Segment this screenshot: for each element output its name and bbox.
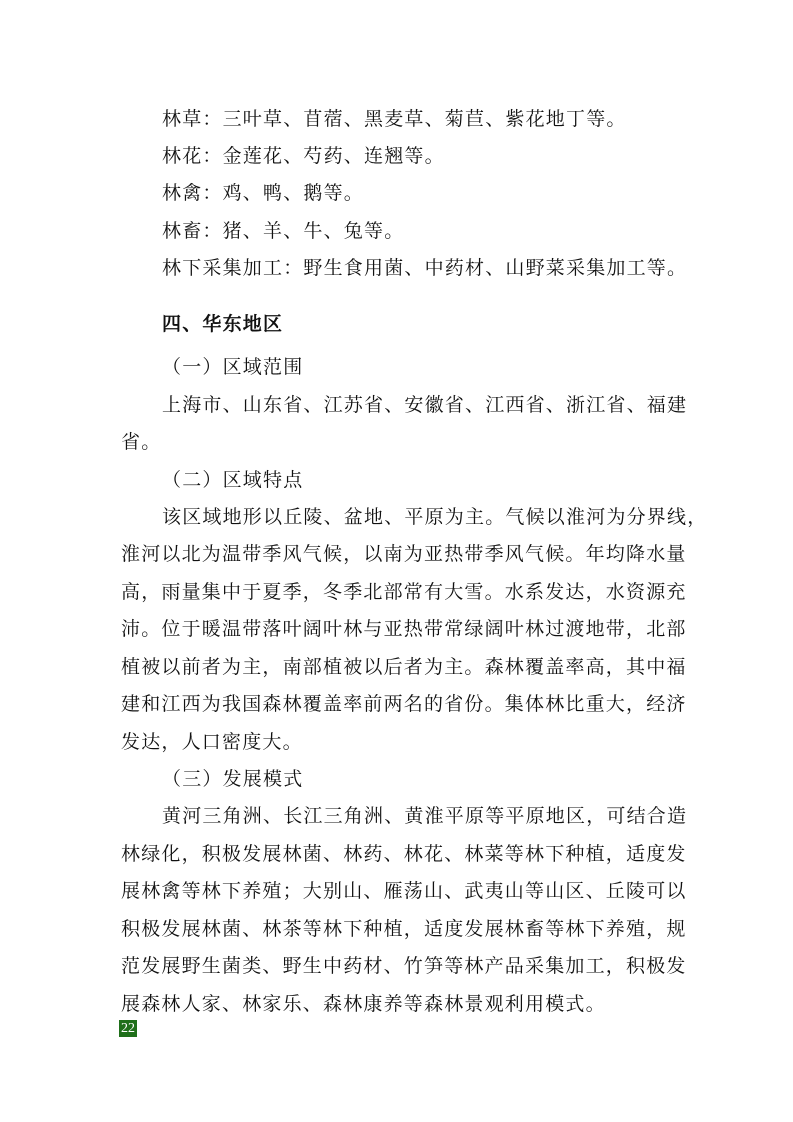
subsection-title-features: （二）区域特点 (162, 469, 304, 491)
features-text-line: 植被以前者为主，南部植被以后者为主。森林覆盖率高，其中福 (121, 656, 687, 678)
section-title: 四、华东地区 (162, 313, 284, 335)
subsection-title-modes: （三）发展模式 (162, 768, 304, 790)
features-text-line: 高，雨量集中于夏季，冬季北部常有大雪。水系发达，水资源充 (121, 581, 687, 603)
list-item-linchu: 林畜：猪、羊、牛、兔等。 (162, 220, 405, 242)
features-text-line: 发达，人口密度大。 (121, 731, 303, 753)
list-item-caiji: 林下采集加工：野生食用菌、中药材、山野菜采集加工等。 (162, 257, 688, 279)
features-text-line: 建和江西为我国森林覆盖率前两名的省份。集体林比重大，经济 (121, 693, 687, 715)
modes-text-line: 黄河三角洲、长江三角洲、黄淮平原等平原地区，可结合造 (162, 805, 688, 827)
list-item-linhua: 林花：金莲花、芍药、连翘等。 (162, 145, 445, 167)
subsection-title-scope: （一）区域范围 (162, 356, 304, 378)
modes-text-line: 范发展野生菌类、野生中药材、竹笋等林产品采集加工，积极发 (121, 955, 687, 977)
modes-text-line: 积极发展林菌、林茶等林下种植，适度发展林畜等林下养殖，规 (121, 918, 687, 940)
features-text-line: 该区域地形以丘陵、盆地、平原为主。气候以淮河为分界线， (162, 506, 708, 528)
list-item-lincao: 林草：三叶草、苜蓿、黑麦草、菊苣、紫花地丁等。 (162, 108, 627, 130)
scope-text-line: 上海市、山东省、江苏省、安徽省、江西省、浙江省、福建 (162, 394, 688, 416)
modes-text-line: 展林禽等林下养殖；大别山、雁荡山、武夷山等山区、丘陵可以 (121, 880, 687, 902)
modes-text-line: 林绿化，积极发展林菌、林药、林花、林菜等林下种植，适度发 (121, 843, 687, 865)
modes-text-line: 展森林人家、林家乐、森林康养等森林景观利用模式。 (121, 993, 606, 1015)
features-text-line: 沛。位于暖温带落叶阔叶林与亚热带常绿阔叶林过渡地带，北部 (121, 618, 687, 640)
list-item-linqin: 林禽：鸡、鸭、鹅等。 (162, 182, 365, 204)
scope-text-line: 省。 (121, 431, 162, 453)
features-text-line: 淮河以北为温带季风气候，以南为亚热带季风气候。年均降水量 (121, 543, 687, 565)
page-number: 22 (121, 1021, 135, 1036)
